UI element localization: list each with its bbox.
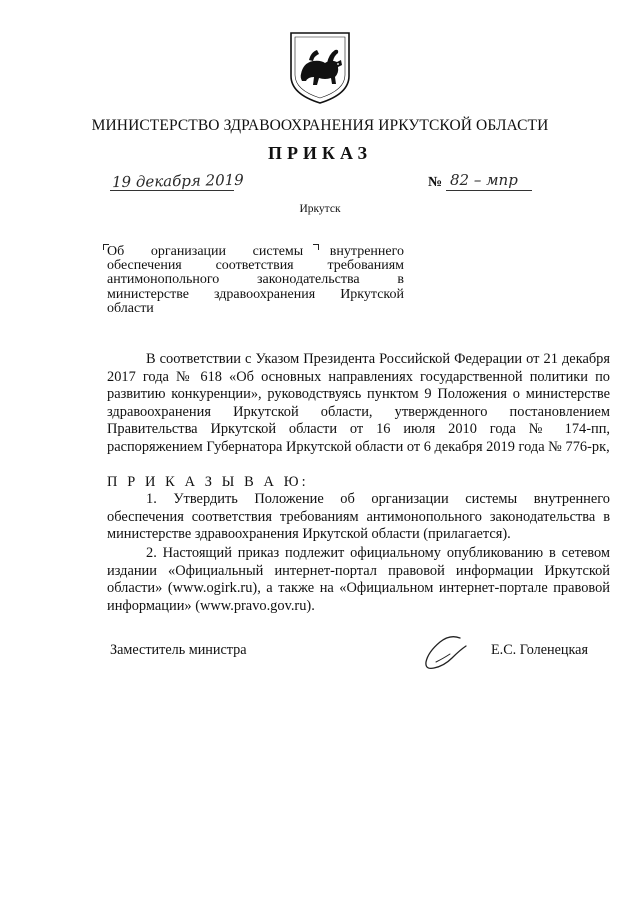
number-underline (446, 190, 532, 191)
order-subject: Об организации системы внутреннего обеспечения соответствия требованиям антимонопольного законодательства в министерстве здравоохранения Иркутской области (107, 244, 404, 316)
ministry-name: МИНИСТЕРСТВО ЗДРАВООХРАНЕНИЯ ИРКУТСКОЙ ОБЛАСТИ (91, 117, 549, 134)
order-word: П Р И К А З Ы В А Ю: (107, 474, 309, 490)
order-item-1: 1. Утвердить Положение об организации системы внутреннего обеспечения соответствия требованиям антимонопольного законодательства в министерстве здравоохранения Иркутской области (прилагается). (107, 491, 610, 543)
coat-of-arms-emblem (287, 30, 353, 106)
handwritten-signature (420, 632, 472, 676)
handwritten-number: 82 – мпр (450, 171, 518, 189)
city-name: Иркутск (299, 203, 341, 215)
signatory-position: Заместитель министра (110, 642, 247, 658)
handwritten-date: 19 декабря 2019 (111, 170, 244, 192)
preamble-paragraph: В соответствии с Указом Президента Российской Федерации от 21 декабря 2017 года № 618 «Об основных направлениях государственной политики по развитию конкуренции», руководствуясь пунктом 9 Положения о министерстве здравоохранения Иркутской области, утвержденного постановлением Правительства Иркутской области от 16 июля 2010 года № 174-пп, распоряжением Губернатора Иркутской области от 6 декабря 2019 года № 776-рк, (107, 351, 610, 455)
number-label: № (428, 175, 443, 190)
signatory-name: Е.С. Голенецкая (491, 642, 588, 658)
date-underline (110, 190, 234, 191)
order-item-2: 2. Настоящий приказ подлежит официальному опубликованию в сетевом издании «Официальный интернет-портал правовой информации Иркутской области» (www.ogirk.ru), а также на «Официальном интернет-портале правовой информации» (www.pravo.gov.ru). (107, 545, 610, 614)
document-type-title: ПРИКАЗ (267, 143, 373, 163)
